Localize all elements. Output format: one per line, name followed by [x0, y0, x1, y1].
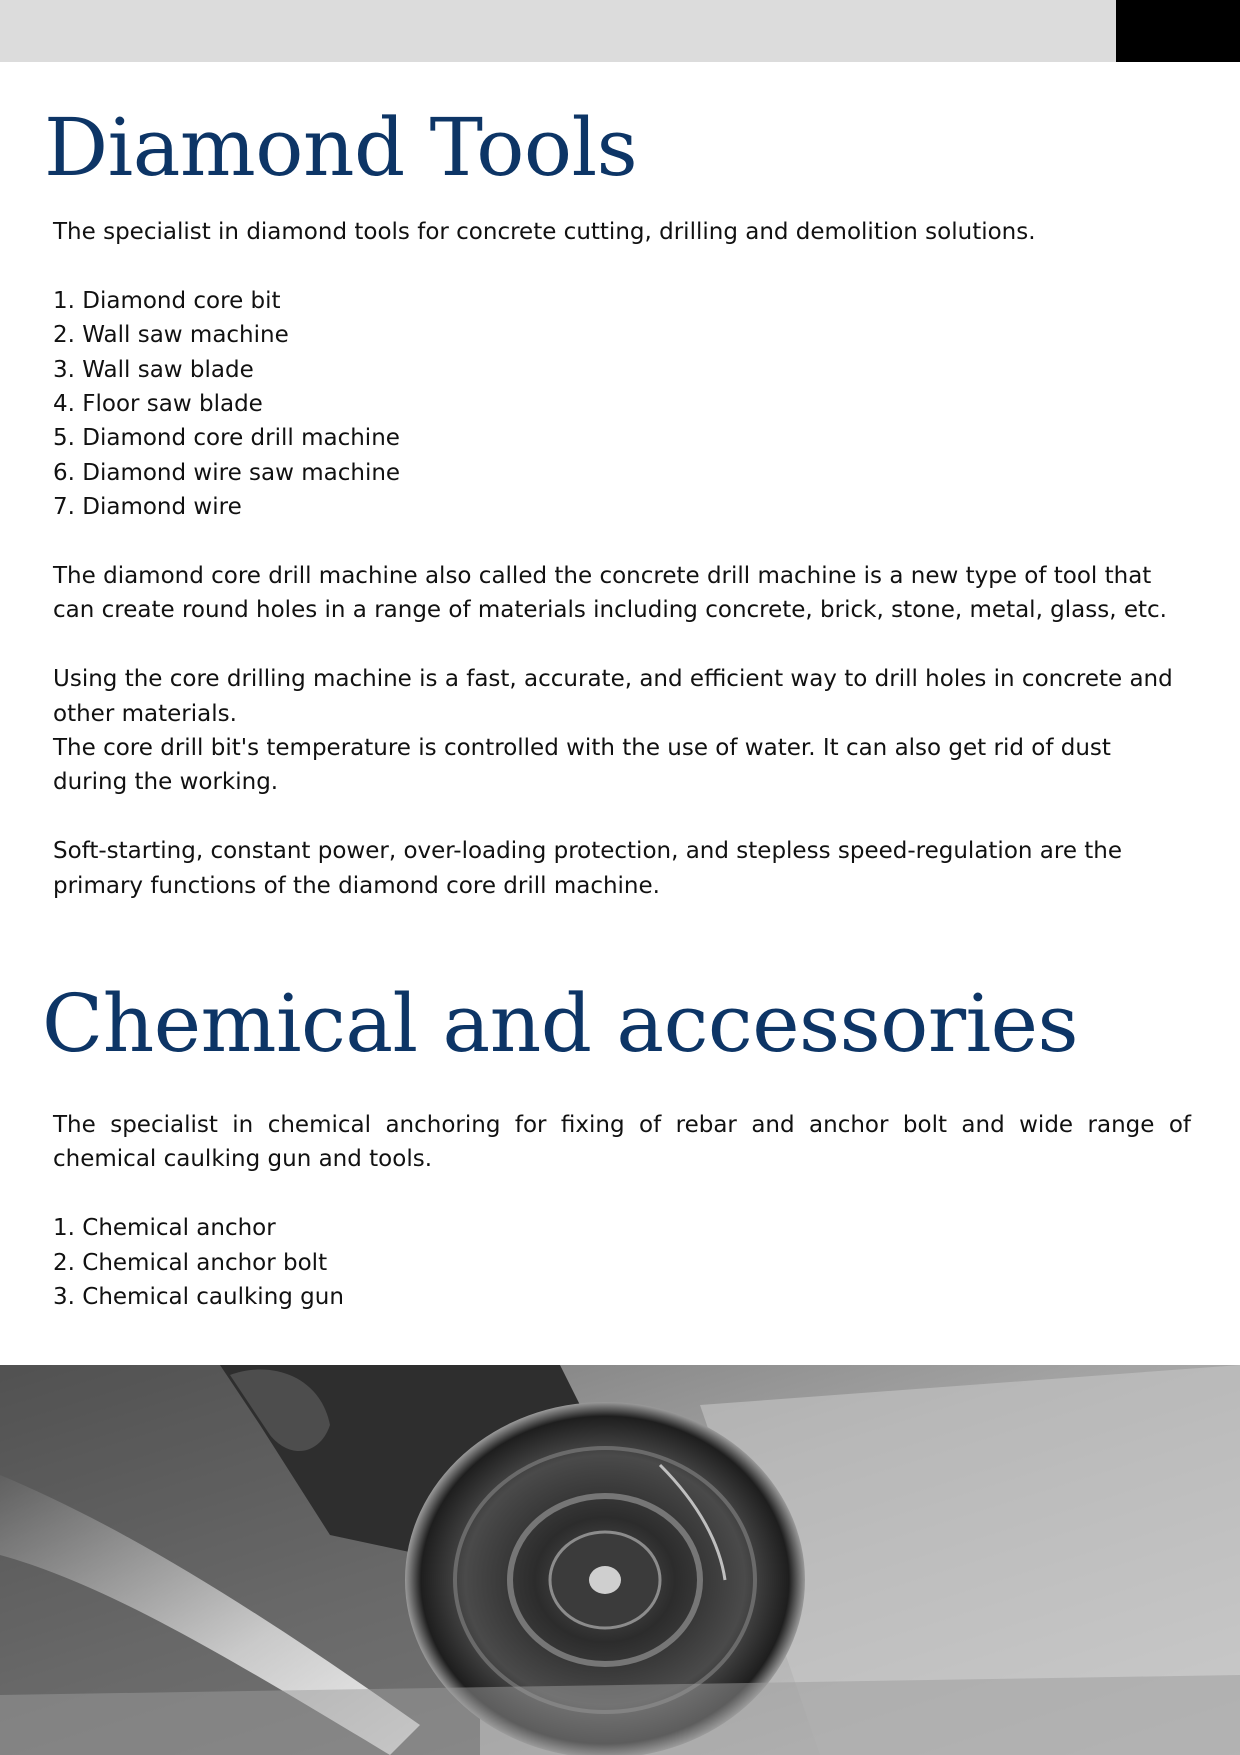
list-item: 5. Diamond core drill machine [53, 425, 400, 452]
list-item: 1. Diamond core bit [53, 287, 281, 314]
top-bar-black-block [1116, 0, 1240, 62]
list-item: 2. Chemical anchor bolt [53, 1249, 328, 1276]
list-item: 2. Wall saw machine [53, 322, 289, 349]
top-bar [0, 0, 1240, 62]
list-item: 6. Diamond wire saw machine [53, 459, 401, 486]
diamond-tools-heading: Diamond Tools [44, 101, 638, 194]
chemical-intro: The specialist in chemical anchoring for fixing of rebar and anchor bolt and wide range of chemical caulking gun and tools. [53, 1112, 1191, 1173]
core-drill-usage: Using the core drilling machine is a fast, accurate, and efficient way to drill holes in concrete and other materials. [53, 666, 1173, 727]
list-item: 1. Chemical anchor [53, 1215, 276, 1242]
core-drill-temperature: The core drill bit's temperature is controlled with the use of water. It can also get rid of dust during the working. [53, 735, 1111, 796]
core-drill-description: The diamond core drill machine also called the concrete drill machine is a new type of tool that can create round holes in a range of materials including concrete, brick, stone, metal, glass, etc. [53, 563, 1167, 624]
list-item: 4. Floor saw blade [53, 391, 263, 418]
core-drill-functions: Soft-starting, constant power, over-loading protection, and stepless speed-regulation are the primary functions of the diamond core drill machine. [53, 838, 1123, 899]
diamond-intro: The specialist in diamond tools for concrete cutting, drilling and demolition solutions. [53, 219, 1036, 245]
saw-blade-image [0, 1365, 1240, 1755]
list-item: 3. Wall saw blade [53, 356, 254, 383]
saw-cutting-photo [0, 1365, 1240, 1755]
list-item: 3. Chemical caulking gun [53, 1284, 344, 1311]
chemical-heading: Chemical and accessories [42, 977, 1079, 1070]
diamond-tools-text [53, 215, 1191, 903]
list-item: 7. Diamond wire [53, 494, 242, 521]
chemical-text [53, 1108, 1191, 1314]
